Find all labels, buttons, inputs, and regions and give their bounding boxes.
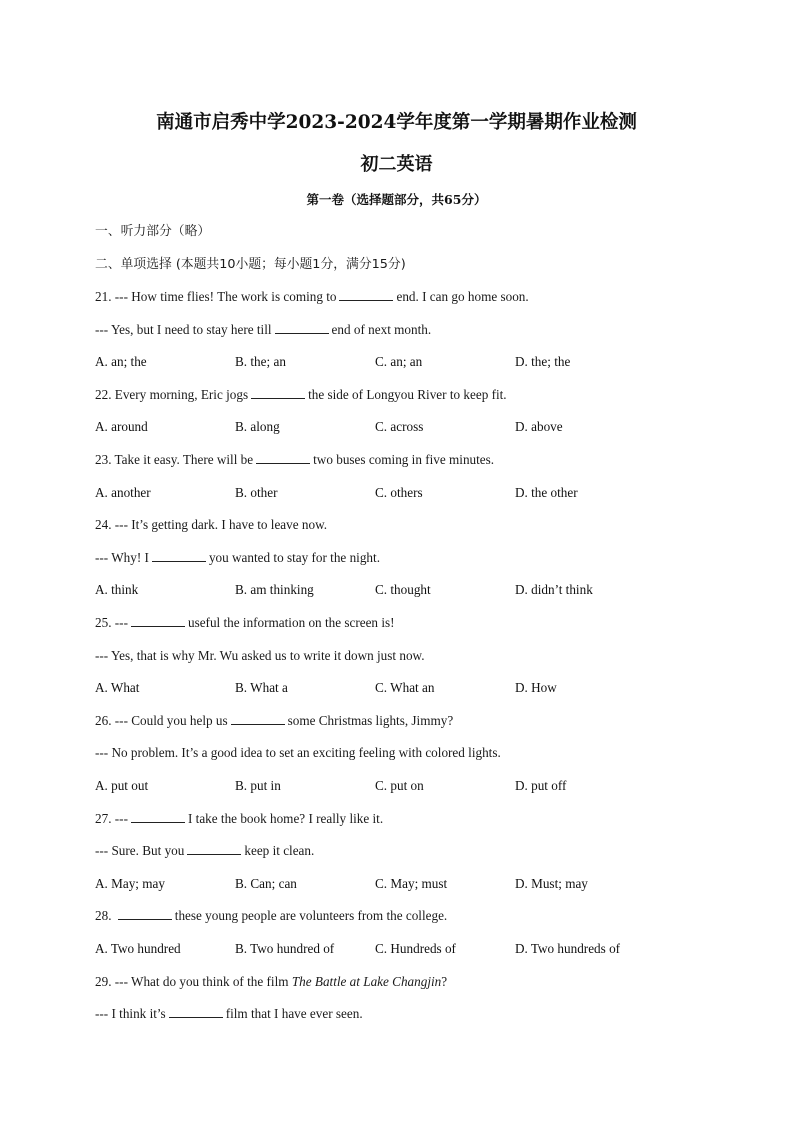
option-c: C. What an <box>375 680 435 695</box>
option-c: C. May; must <box>375 876 448 891</box>
option-b: B. put in <box>235 778 281 793</box>
answer-blank <box>152 549 206 562</box>
document-title: 南通市启秀中学2023-2024学年度第一学期暑期作业检测 <box>156 112 637 133</box>
question-28-options <box>95 940 735 958</box>
question-22-options <box>95 418 735 436</box>
question-23-line-1: 23. Take it easy. There will be two buses coming in five minutes. <box>95 452 495 467</box>
question-26-options <box>95 777 735 795</box>
section-single-choice: 二、单项选择 (本题共10小题；每小题1分，满分15分) <box>95 257 406 272</box>
question-27-line-2: --- Sure. But you keep it clean. <box>95 843 315 858</box>
question-22-line-1: 22. Every morning, Eric jogs the side of Longyou River to keep fit. <box>95 387 507 402</box>
question-29-line-1: 29. --- What do you think of the film The Battle at Lake Changjin? <box>95 974 448 989</box>
question-27-options <box>95 875 735 893</box>
answer-blank <box>118 907 172 920</box>
option-c: C. an; an <box>375 354 423 369</box>
question-25-line-1: 25. --- useful the information on the screen is! <box>95 615 395 630</box>
answer-blank <box>187 842 241 855</box>
option-b: B. What a <box>235 680 288 695</box>
question-24-options <box>95 581 735 599</box>
option-c: C. across <box>375 419 424 434</box>
answer-blank <box>131 614 185 627</box>
option-a: A. What <box>95 680 140 695</box>
question-21-line-2: --- Yes, but I need to stay here till end of next month. <box>95 322 432 337</box>
option-c: C. thought <box>375 582 431 597</box>
option-d: D. Two hundreds of <box>515 941 621 956</box>
option-a: A. put out <box>95 778 149 793</box>
answer-blank <box>169 1005 223 1018</box>
option-a: A. May; may <box>95 876 165 891</box>
question-25-line-2: --- Yes, that is why Mr. Wu asked us to write it down just now. <box>95 648 425 663</box>
question-23-options <box>95 484 735 502</box>
question-29-line-2: --- I think it’s film that I have ever seen. <box>95 1006 363 1021</box>
question-27-line-1: 27. --- I take the book home? I really like it. <box>95 811 384 826</box>
option-b: B. Two hundred of <box>235 941 335 956</box>
question-26-line-2: --- No problem. It’s a good idea to set an exciting feeling with colored lights. <box>95 745 501 760</box>
question-21-line-1: 21. --- How time flies! The work is coming to end. I can go home soon. <box>95 289 529 304</box>
option-d: D. put off <box>515 778 567 793</box>
option-b: B. Can; can <box>235 876 297 891</box>
question-21-options <box>95 353 735 371</box>
option-d: D. the; the <box>515 354 571 369</box>
question-26-line-1: 26. --- Could you help us some Christmas lights, Jimmy? <box>95 713 454 728</box>
answer-blank <box>275 321 329 334</box>
option-a: A. another <box>95 485 151 500</box>
option-a: A. an; the <box>95 354 147 369</box>
answer-blank <box>339 288 393 301</box>
film-title: The Battle at Lake Changjin <box>291 974 442 989</box>
option-c: C. Hundreds of <box>375 941 456 956</box>
option-a: A. around <box>95 419 148 434</box>
subject-title: 初二英语 <box>360 154 433 175</box>
option-a: A. think <box>95 582 139 597</box>
answer-blank <box>131 810 185 823</box>
answer-blank <box>256 451 310 464</box>
section-listening: 一、听力部分（略） <box>95 224 211 239</box>
option-c: C. put on <box>375 778 424 793</box>
question-28-line-1: 28. these young people are volunteers from the college. <box>95 908 448 923</box>
option-c: C. others <box>375 485 423 500</box>
option-d: D. the other <box>515 485 578 500</box>
option-b: B. other <box>235 485 278 500</box>
question-24-line-1: 24. --- It’s getting dark. I have to leave now. <box>95 517 328 532</box>
question-25-options <box>95 679 735 697</box>
option-d: D. didn’t think <box>515 582 593 597</box>
question-24-line-2: --- Why! I you wanted to stay for the night. <box>95 550 380 565</box>
part-title: 第一卷（选择题部分，共65分） <box>306 192 487 207</box>
option-b: B. am thinking <box>235 582 314 597</box>
answer-blank <box>231 712 285 725</box>
option-d: D. How <box>515 680 557 695</box>
option-a: A. Two hundred <box>95 941 181 956</box>
answer-blank <box>251 386 305 399</box>
option-d: D. above <box>515 419 563 434</box>
option-b: B. along <box>235 419 280 434</box>
option-d: D. Must; may <box>515 876 588 891</box>
option-b: B. the; an <box>235 354 286 369</box>
